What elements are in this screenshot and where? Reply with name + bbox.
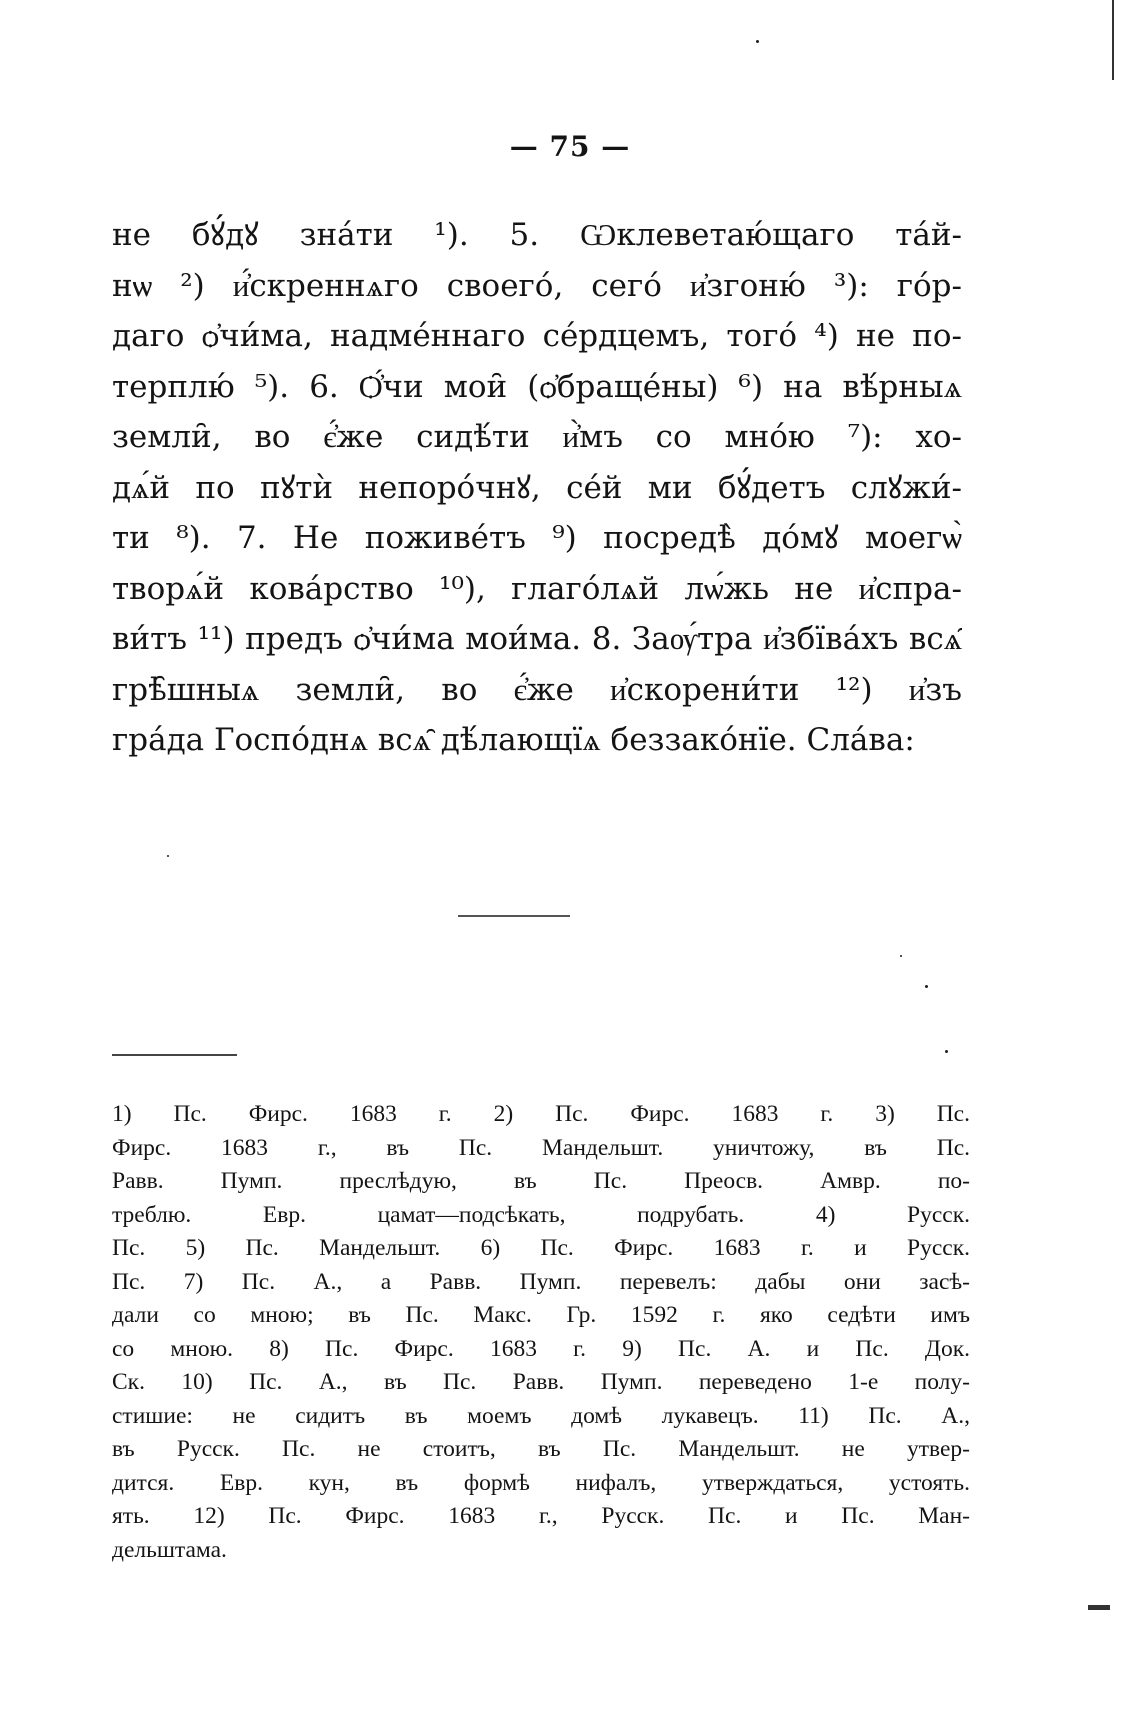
footnote-line: Пс. 5) Пс. Мандельшт. 6) Пс. Фирс. 1683 г. и Русск. — [112, 1235, 970, 1261]
footnote-line: ять. 12) Пс. Фирс. 1683 г., Русск. Пс. и Пс. Ман- — [112, 1503, 970, 1529]
footnote-line: Пс. 7) Пс. А., а Равв. Пумп. перевелъ: дабы они засѣ- — [112, 1268, 970, 1295]
footnote-line: дится. Евр. кун, въ формѣ нифалъ, утверждаться, устоять. — [112, 1469, 970, 1496]
footnote-line: дельштама. — [112, 1536, 227, 1563]
main-text-line: земли̑, во є҆́же сидѣ́ти и҆̀мъ со мно́ю ⁷): хо- — [112, 419, 962, 455]
footnotes — [112, 1098, 970, 1567]
scan-speck — [925, 985, 928, 988]
footnote-line: стишие: не сидитъ въ моемъ домѣ лукавецъ. 11) Пс. А., — [112, 1402, 970, 1429]
scan-edge-mark — [1112, 0, 1114, 80]
section-separator — [458, 915, 570, 917]
scan-speck — [167, 855, 169, 857]
scan-speck — [900, 955, 902, 957]
main-text-line: дѧ́й по пꙋтѝ непоро́чнꙋ, се́й ми бꙋ́детъ слꙋжи́- — [112, 469, 962, 506]
main-text-line: грѣ̑шныѧ земли̑, во є҆́же и҆скорени́ти ¹²) и҆зъ — [112, 671, 962, 708]
main-text-line: ви́тъ ¹¹) предъ ѻ҆чи́ма мои́ма. 8. Заѹ́тра и҆збїва́хъ всѧ̑ — [112, 621, 962, 657]
main-text-line: терплю́ ⁵). 6. Ѻ҆́чи мои̑ (ѻ҆браще́ны) ⁶) на вѣ́рныѧ — [112, 368, 962, 405]
scan-speck — [945, 1050, 948, 1053]
footnote-line: Ск. 10) Пс. А., въ Пс. Равв. Пумп. переведено 1-е полу- — [112, 1369, 970, 1395]
main-text-line: гра́да Госпо́днѧ всѧ̑ дѣ́лающїѧ беззако́нїе. Сла́ва: — [112, 722, 915, 758]
main-text-line: нѡ ²) и҆́скреннѧго своего́, сего́ и҆згоню́ ³): го́р- — [112, 267, 962, 304]
scan-speck — [756, 40, 759, 43]
main-text-line: творѧ́й кова́рство ¹⁰), глаго́лѧй лѡ́жь не и҆спра- — [112, 570, 962, 607]
main-text-line: не бꙋ́дꙋ зна́ти ¹). 5. Ѡклеветаю́щаго та́й- — [112, 217, 962, 253]
main-text-line: даго ѻ҆чи́ма, надме́ннаго се́рдцемъ, того́ ⁴) не по- — [112, 318, 962, 354]
footnote-line: Равв. Пумп. преслѣдую, въ Пс. Преосв. Амвр. по- — [112, 1168, 970, 1194]
footnote-line: треблю. Евр. цамат—подсѣкать, подрубать. 4) Русск. — [112, 1201, 970, 1228]
footnote-line: въ Русск. Пс. не стоитъ, въ Пс. Мандельшт. не утвер- — [112, 1436, 970, 1462]
scan-edge-mark — [1088, 1605, 1110, 1610]
page-number: — 75 — — [509, 130, 631, 163]
footnote-line: со мною. 8) Пс. Фирс. 1683 г. 9) Пс. А. и Пс. Док. — [112, 1335, 970, 1362]
footnote-line: дали со мною; въ Пс. Макс. Гр. 1592 г. яко седѣти имъ — [112, 1302, 970, 1328]
main-text-line: ти ⁸). 7. Не поживе́тъ ⁹) посредѣ̀ до́мꙋ моегѡ̀ — [112, 520, 962, 556]
footnote-line: 1) Пс. Фирс. 1683 г. 2) Пс. Фирс. 1683 г. 3) Пс. — [112, 1101, 970, 1127]
footnote-rule — [112, 1054, 237, 1056]
main-text — [112, 210, 962, 766]
footnote-line: Фирс. 1683 г., въ Пс. Мандельшт. уничтожу, въ Пс. — [112, 1134, 970, 1161]
